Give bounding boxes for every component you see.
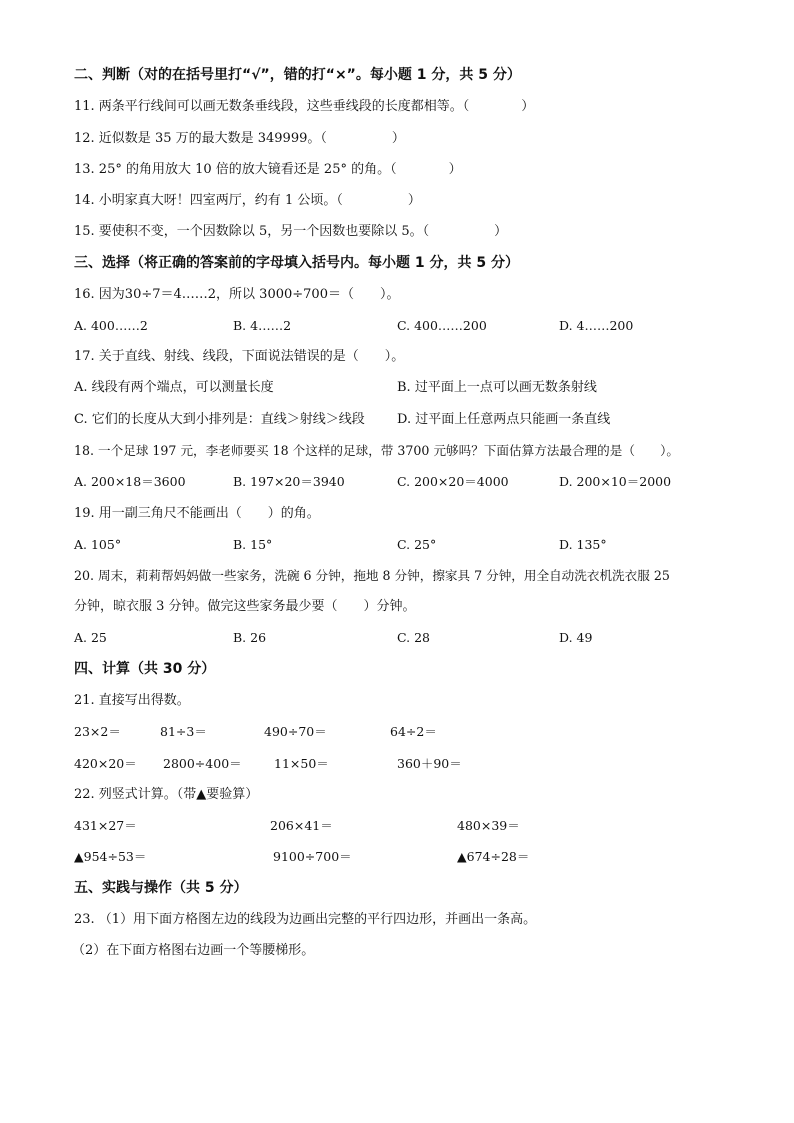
q22-item: ▲674÷28＝ (457, 849, 530, 864)
q22-item: ▲954÷53＝ (74, 849, 147, 864)
q21-item: 490÷70＝ (264, 724, 327, 739)
section-4-heading: 四、计算（共 30 分） (74, 661, 216, 677)
question-20-stem-line1: 20. 周末，莉莉帮妈妈做一些家务，洗碗 6 分钟，拖地 8 分钟，擦家具 7 分钟，用全自动洗衣机洗衣服 25 (74, 568, 670, 583)
question-16-stem: 16. 因为30÷7＝4……2，所以 3000÷700＝（ ）。 (74, 287, 400, 302)
q18-option-d: D. 200×10＝2000 (559, 474, 672, 489)
q21-item: 23×2＝ (74, 724, 121, 739)
q20-option-c: C. 28 (397, 630, 430, 645)
q17-option-b: B. 过平面上一点可以画无数条射线 (397, 380, 597, 395)
question-17-stem: 17. 关于直线、射线、线段，下面说法错误的是（ ）。 (74, 349, 405, 364)
q21-item: 11×50＝ (274, 756, 329, 771)
q21-item: 64÷2＝ (390, 724, 437, 739)
question-11: 11. 两条平行线间可以画无数条垂线段，这些垂线段的长度都相等。（ ） (74, 99, 535, 114)
q19-option-a: A. 105° (74, 537, 122, 552)
q18-option-b: B. 197×20＝3940 (233, 474, 345, 489)
q16-option-b: B. 4……2 (233, 318, 292, 333)
q16-option-a: A. 400……2 (74, 318, 148, 333)
question-23-part2: （2）在下面方格图右边画一个等腰梯形。 (72, 943, 315, 958)
q16-option-d: D. 4……200 (559, 318, 634, 333)
q18-option-a: A. 200×18＝3600 (74, 474, 186, 489)
question-14: 14. 小明家真大呀！四室两厅，约有 1 公顷。（ ） (74, 193, 421, 208)
question-22-stem: 22. 列竖式计算。（带▲要验算） (74, 787, 259, 802)
section-5-heading: 五、实践与操作（共 5 分） (74, 880, 248, 896)
q22-item: 431×27＝ (74, 818, 137, 833)
question-19-stem: 19. 用一副三角尺不能画出（ ）的角。 (74, 506, 320, 521)
question-12: 12. 近似数是 35 万的最大数是 349999。（ ） (74, 131, 405, 146)
q21-item: 420×20＝ (74, 756, 137, 771)
question-15: 15. 要使积不变，一个因数除以 5，另一个因数也要除以 5。（ ） (74, 224, 508, 239)
question-21-stem: 21. 直接写出得数。 (74, 693, 190, 708)
q22-item: 9100÷700＝ (273, 849, 352, 864)
q21-item: 2800÷400＝ (163, 756, 242, 771)
q19-option-d: D. 135° (559, 537, 607, 552)
q17-option-d: D. 过平面上任意两点只能画一条直线 (397, 412, 611, 427)
question-23-part1: 23. （1）用下面方格图左边的线段为边画出完整的平行四边形，并画出一条高。 (74, 912, 537, 927)
q22-item: 480×39＝ (457, 818, 520, 833)
q20-option-b: B. 26 (233, 630, 267, 645)
question-13: 13. 25° 的角用放大 10 倍的放大镜看还是 25° 的角。（ ） (74, 162, 462, 177)
question-18-stem: 18. 一个足球 197 元，李老师要买 18 个这样的足球，带 3700 元够吗？下面估算方法最合理的是（ ）。 (74, 443, 680, 458)
question-20-stem-line2: 分钟，晾衣服 3 分钟。做完这些家务最少要（ ）分钟。 (74, 599, 416, 614)
q17-option-c: C. 它们的长度从大到小排列是：直线＞射线＞线段 (74, 412, 365, 427)
section-3-heading: 三、选择（将正确的答案前的字母填入括号内。每小题 1 分，共 5 分） (74, 255, 519, 271)
q20-option-d: D. 49 (559, 630, 593, 645)
q21-item: 81÷3＝ (160, 724, 207, 739)
q17-option-a: A. 线段有两个端点，可以测量长度 (74, 380, 274, 395)
q19-option-c: C. 25° (397, 537, 437, 552)
q21-item: 360＋90＝ (397, 756, 462, 771)
section-2-heading: 二、判断（对的在括号里打“√”，错的打“×”。每小题 1 分，共 5 分） (74, 67, 521, 83)
q16-option-c: C. 400……200 (397, 318, 487, 333)
q22-item: 206×41＝ (270, 818, 333, 833)
q20-option-a: A. 25 (74, 630, 107, 645)
q19-option-b: B. 15° (233, 537, 273, 552)
q18-option-c: C. 200×20＝4000 (397, 474, 509, 489)
